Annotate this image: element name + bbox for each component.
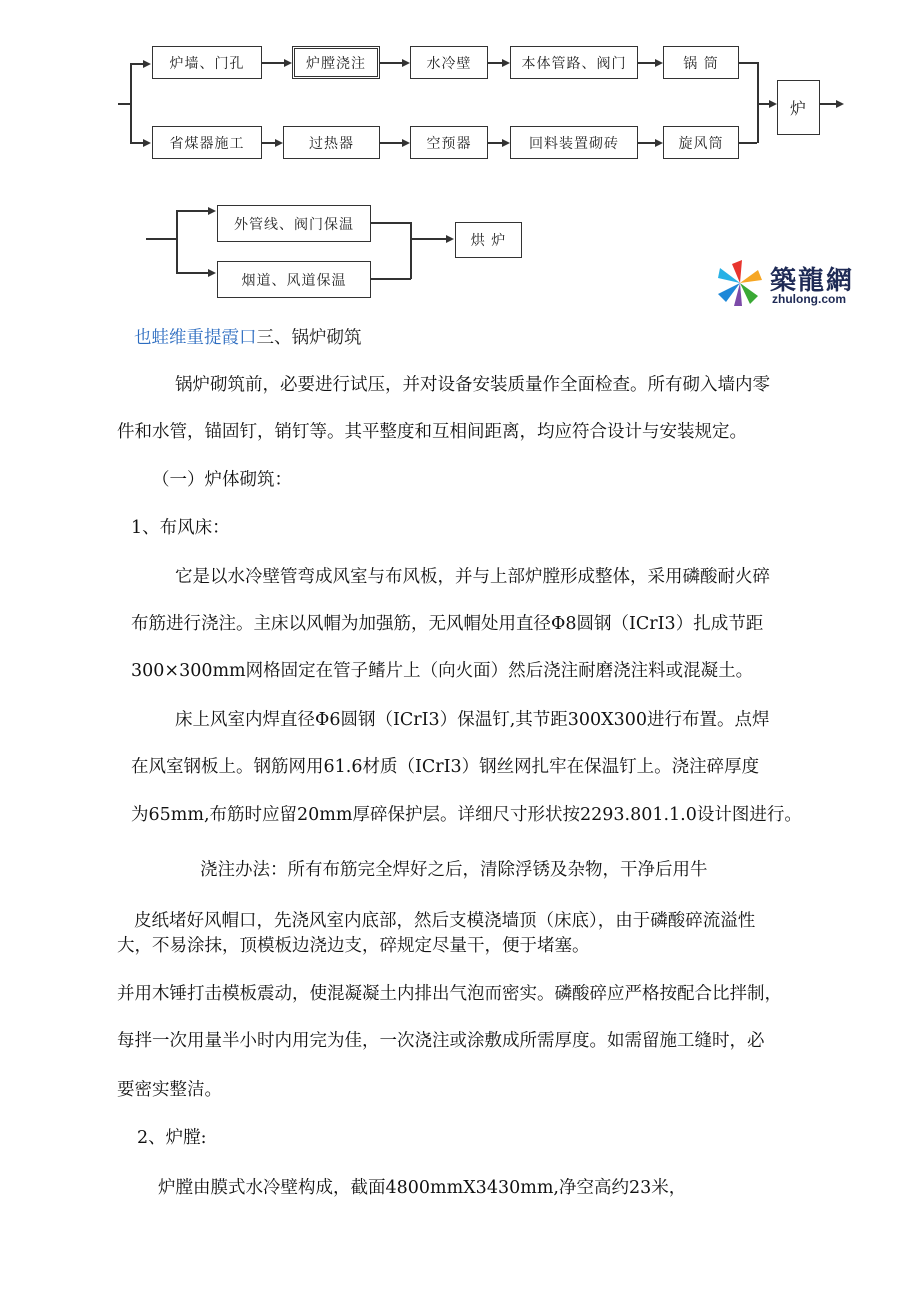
arrow-icon [284, 59, 292, 67]
subsection-heading: （一）炉体砌筑： [152, 470, 292, 490]
paragraph-line: 为65mm,布筋时应留20mm厚碎保护层。详细尺寸形状按2293.801.1.0设计图进行。 [131, 805, 802, 825]
connector [176, 210, 208, 212]
paragraph-line: 大，不易涂抹，顶模板边浇边支，碎规定尽量干，便于堵塞。 [117, 936, 590, 956]
connector [118, 103, 130, 105]
connector [638, 142, 655, 144]
flow-box-furnace: 炉 [777, 80, 820, 135]
paragraph-line: 在风室钢板上。钢筋网用61.6材质（ICrI3）钢丝网扎牢在保温钉上。浇注碎厚度 [131, 757, 760, 777]
arrow-icon [143, 60, 151, 68]
connector [176, 210, 178, 273]
flow-box-superheater: 过热器 [283, 126, 380, 159]
flow-box-duct-insulation: 烟道、风道保温 [217, 261, 371, 298]
paragraph-line: 皮纸堵好风帽口，先浇风室内底部，然后支模浇墙顶（床底），由于磷酸碎流溢性 [134, 911, 756, 931]
connector [410, 238, 446, 240]
connector [380, 142, 402, 144]
item-heading: 1、布风床： [131, 518, 230, 538]
connector [820, 103, 836, 105]
connector [488, 62, 502, 64]
paragraph-line: 它是以水冷壁管弯成风室与布风板，并与上部炉膛形成整体，采用磷酸耐火碎 [175, 567, 770, 587]
logo-english-text: zhulong.com [772, 292, 846, 306]
connector [410, 222, 412, 279]
section-title: 三、锅炉砌筑 [256, 328, 362, 348]
paragraph-line: 并用木锤打击模板震动，使混凝凝土内排出气泡而密实。磷酸碎应严格按配合比拌制， [117, 984, 782, 1004]
section-heading [134, 328, 362, 349]
arrow-icon [655, 59, 663, 67]
arrow-icon [402, 59, 410, 67]
arrow-icon [208, 207, 216, 215]
paragraph-line: 300×300mm网格固定在管子鳍片上（向火面）然后浇注耐磨浇注料或混凝土。 [131, 661, 754, 681]
paragraph-line: 炉膛由膜式水冷壁构成，截面4800mmX3430mm,净空高约23米， [158, 1178, 687, 1198]
arrow-icon [836, 100, 844, 108]
paragraph-line: 每拌一次用量半小时内用完为佳，一次浇注或涂敷成所需厚度。如需留施工缝时，必 [117, 1031, 765, 1051]
connector [739, 62, 757, 64]
flow-box-return-device: 回料装置砌砖 [510, 126, 638, 159]
arrow-icon [769, 100, 777, 108]
paragraph-line: 布筋进行浇注。主床以风帽为加强筋，无风帽处用直径Φ8圆钢（ICrI3）扎成节距 [131, 614, 764, 634]
flow-box-economizer: 省煤器施工 [152, 126, 262, 159]
flow-box-pipe-insulation: 外管线、阀门保温 [217, 205, 371, 242]
connector [488, 142, 502, 144]
arrow-icon [446, 235, 454, 243]
connector [757, 103, 769, 105]
connector [130, 142, 144, 144]
flow-box-drum: 锅 筒 [663, 46, 739, 79]
item-heading: 2、炉膛: [137, 1128, 207, 1148]
arrow-icon [208, 269, 216, 277]
connector [146, 238, 176, 240]
connector [130, 63, 144, 65]
paragraph-line: 要密实整洁。 [117, 1080, 222, 1100]
logo-chinese-text: 築龍網 [770, 266, 855, 296]
connector [262, 62, 284, 64]
flow-box-furnace-casting: 炉膛浇注 [292, 46, 380, 79]
arrow-icon [502, 139, 510, 147]
connector [739, 142, 757, 144]
connector [371, 278, 411, 280]
connector [638, 62, 655, 64]
paragraph-line: 锅炉砌筑前，必要进行试压，并对设备安装质量作全面检查。所有砌入墙内零 [175, 375, 770, 395]
logo-pinwheel-icon [712, 258, 768, 308]
flow-box-cyclone: 旋风筒 [663, 126, 739, 159]
flow-box-furnace-wall: 炉墙、门孔 [152, 46, 262, 79]
connector [380, 62, 402, 64]
arrow-icon [402, 139, 410, 147]
flow-box-air-preheater: 空预器 [410, 126, 488, 159]
connector [262, 142, 275, 144]
arrow-icon [143, 139, 151, 147]
arrow-icon [502, 59, 510, 67]
paragraph-line: 件和水管，锚固钉，销钉等。其平整度和互相间距离，均应符合设计与安装规定。 [117, 422, 747, 442]
arrow-icon [275, 139, 283, 147]
paragraph-line: 床上风室内焊直径Φ6圆钢（ICrI3）保温钉,其节距300X300进行布置。点焊 [175, 710, 770, 730]
connector [371, 222, 411, 224]
paragraph-line: 浇注办法：所有布筋完全焊好之后，清除浮锈及杂物，干净后用牛 [200, 860, 708, 880]
flow-box-water-wall: 水冷壁 [410, 46, 488, 79]
section-prefix: 也蛙维重提霞口 [134, 328, 257, 348]
flow-box-body-piping: 本体管路、阀门 [510, 46, 638, 79]
connector [176, 272, 208, 274]
flow-box-drying: 烘 炉 [455, 222, 522, 258]
arrow-icon [655, 139, 663, 147]
connector [130, 63, 132, 143]
